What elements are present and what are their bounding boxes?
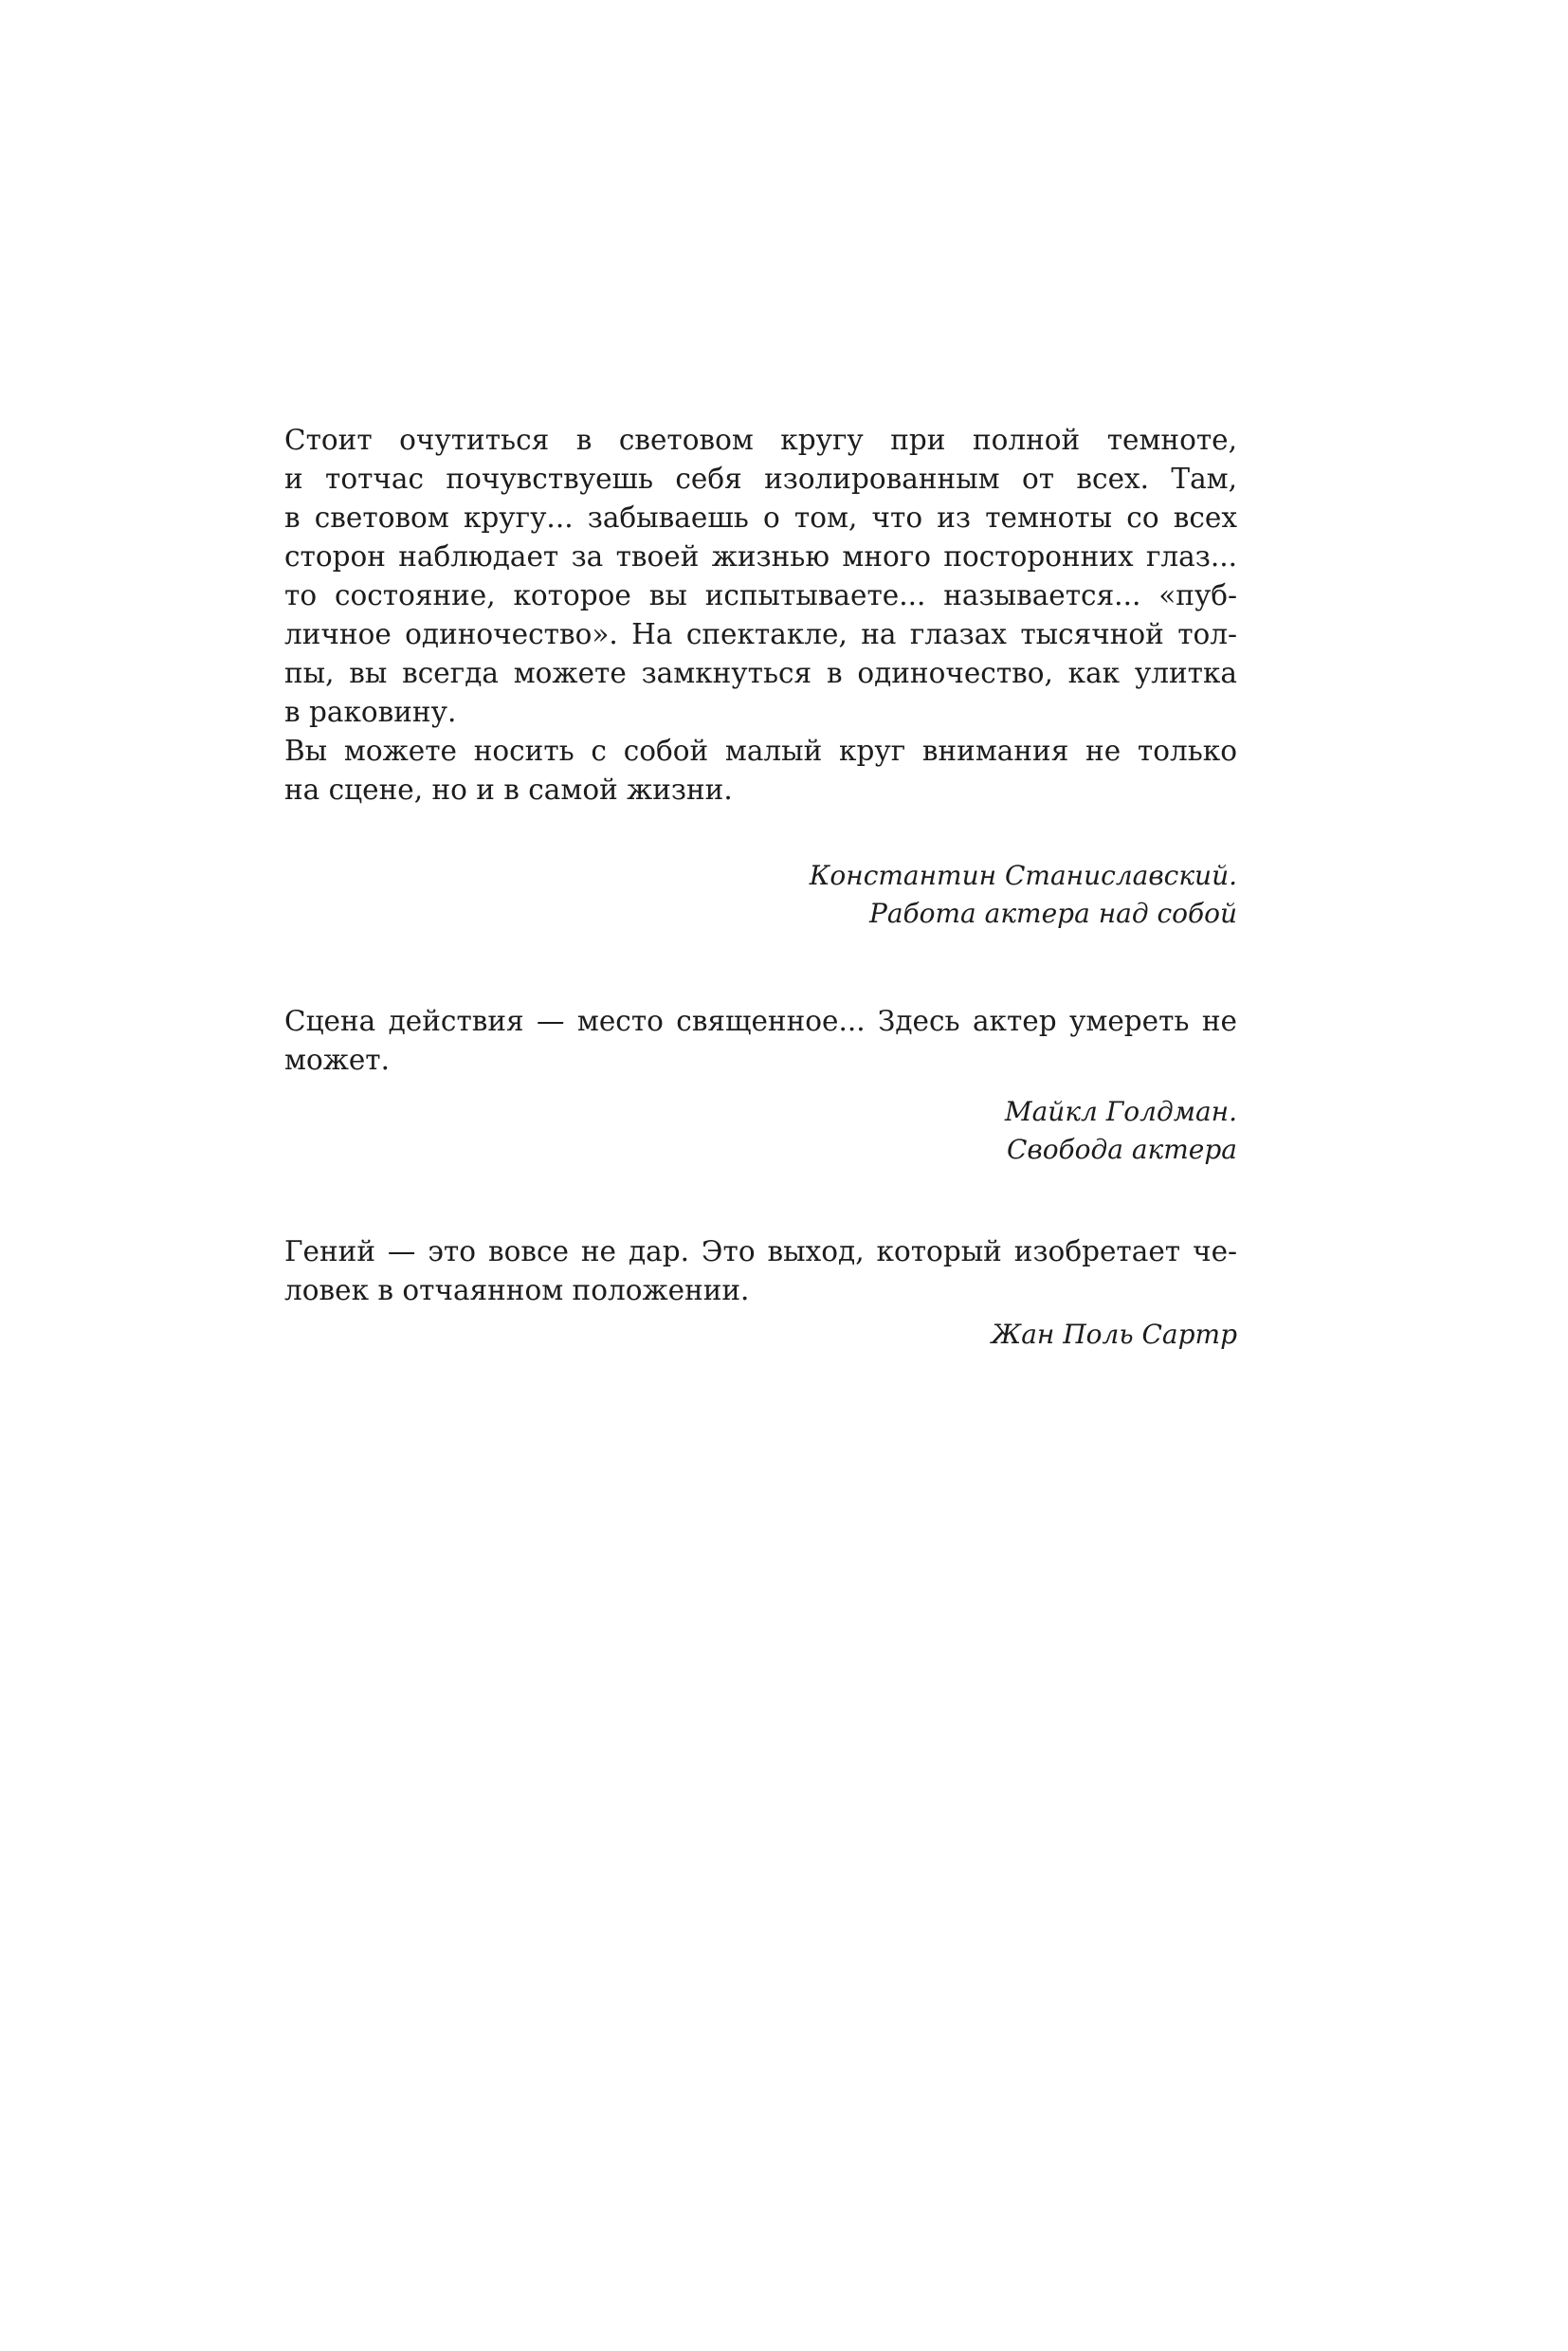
attribution-sartre <box>284 1316 1237 1354</box>
quote-line: Сцена действия — место священное... Здесь актер умереть не <box>284 1005 1237 1037</box>
quote-line: Стоит очутиться в световом кругу при полной темноте, <box>284 424 1237 456</box>
quote-sartre <box>284 1232 1237 1310</box>
quote-line: пы, вы всегда можете замкнуться в одиночество, как улитка <box>284 657 1237 689</box>
quote-stanislavsky <box>284 421 1237 810</box>
quote-line: и тотчас почувствуешь себя изолированным от всех. Там, <box>284 463 1237 495</box>
quote-line: может. <box>284 1044 390 1076</box>
attribution-source: Свобода актера <box>1006 1134 1237 1165</box>
quote-line: Вы можете носить с собой малый круг внимания не только <box>284 735 1237 767</box>
attribution-source: Работа актера над собой <box>869 898 1237 929</box>
attribution-author: Константин Станиславский. <box>809 860 1237 891</box>
quote-line: Гений — это вовсе не дар. Это выход, который изобретает че- <box>284 1235 1237 1267</box>
attribution-author: Майкл Голдман. <box>1004 1096 1237 1127</box>
quote-line: в световом кругу... забываешь о том, что из темноты со всех <box>284 501 1237 534</box>
quote-goldman <box>284 1002 1237 1080</box>
attribution-author: Жан Поль Сартр <box>991 1319 1237 1350</box>
quote-line: то состояние, которое вы испытываете... называется... «пуб- <box>284 579 1237 611</box>
attribution-stanislavsky <box>284 857 1237 933</box>
quote-line: сторон наблюдает за твоей жизнью много посторонних глаз... <box>284 540 1237 573</box>
attribution-goldman <box>284 1093 1237 1169</box>
quote-line: ловек в отчаянном положении. <box>284 1274 750 1306</box>
quote-line: в раковину. <box>284 696 457 728</box>
quote-line: на сцене, но и в самой жизни. <box>284 774 733 806</box>
quote-line: личное одиночество». На спектакле, на глазах тысячной тол- <box>284 618 1237 650</box>
